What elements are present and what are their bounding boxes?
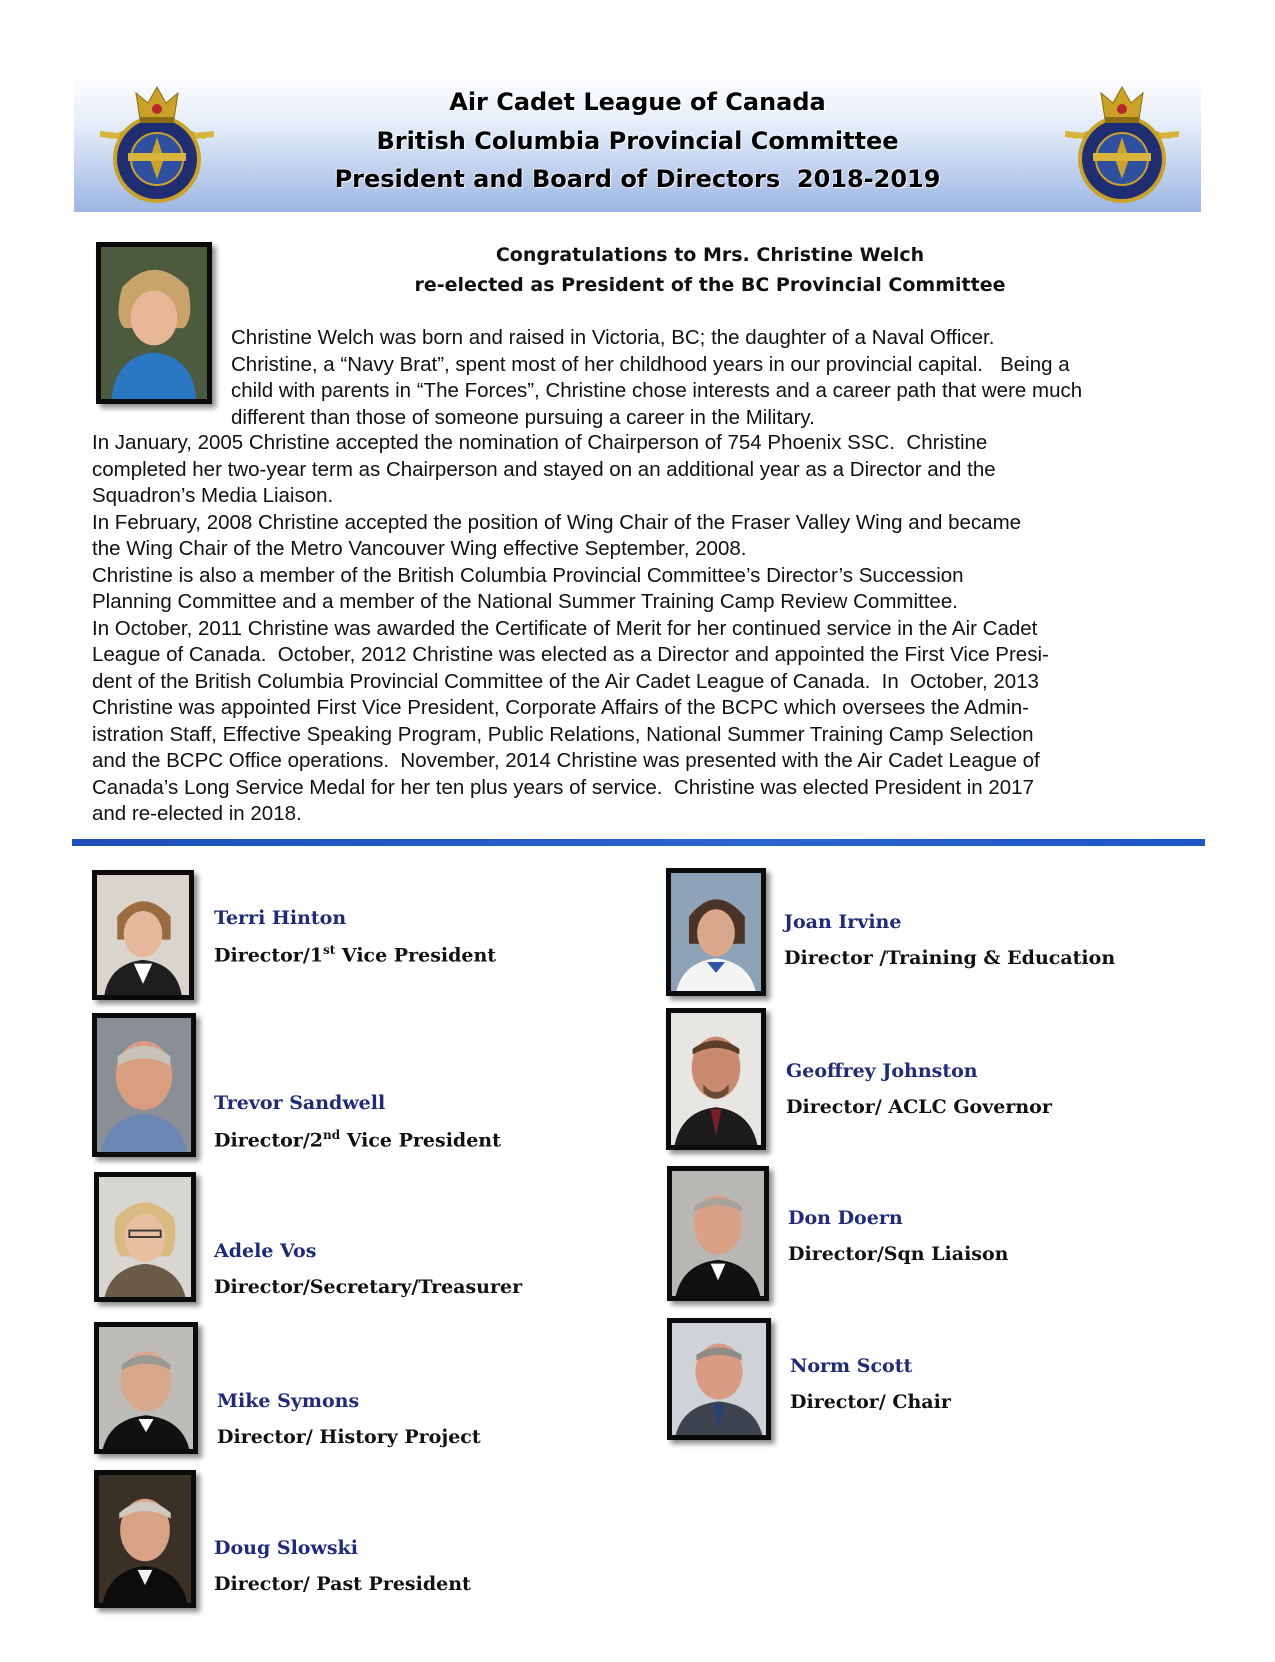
bio-line: completed her two-year term as Chairperson and stayed on an additional year as a Director and the: [92, 457, 996, 481]
bio-line: Planning Committee and a member of the National Summer Training Camp Review Committee.: [92, 590, 958, 613]
member-name: Norm Scott: [790, 1355, 913, 1377]
header-line-1: Air Cadet League of Canada: [449, 88, 826, 116]
role-text: Director /Training & Education: [784, 947, 1116, 969]
member-photo-joan-irvine: [666, 868, 766, 996]
bio-line: the Wing Chair of the Metro Vancouver Wing effective September, 2008.: [92, 537, 747, 560]
bio-line: Christine, a “Navy Brat”, spent most of her childhood years in our provincial capital. Being a: [231, 352, 1070, 376]
member-photo-trevor-sandwell: [92, 1013, 196, 1157]
role-text: Director/Secretary/Treasurer: [214, 1276, 523, 1298]
member-photo-terri-hinton: [92, 870, 194, 1000]
congratulations-heading: [300, 240, 1120, 300]
president-photo: [96, 242, 212, 404]
member-photo-mike-symons: [94, 1322, 198, 1454]
member-name: Joan Irvine: [784, 911, 902, 933]
role-text: Vice President: [335, 944, 497, 967]
role-text: Director/Sqn Liaison: [788, 1243, 1009, 1265]
role-ordinal: st: [322, 943, 336, 957]
member-photo-norm-scott: [667, 1318, 771, 1440]
member-name: Adele Vos: [214, 1240, 317, 1262]
member-name: Don Doern: [788, 1207, 903, 1229]
role-text: Director/ Past President: [214, 1573, 471, 1595]
bio-line: In February, 2008 Christine accepted the position of Wing Chair of the Fraser Valley Wing and became: [92, 510, 1022, 534]
member-photo-adele-vos: [94, 1172, 196, 1302]
member-role: [214, 1128, 501, 1151]
member-role: [784, 947, 1115, 969]
member-photo-don-doern: [667, 1166, 769, 1301]
congrats-line-1: Congratulations to Mrs. Christine Welch: [495, 244, 925, 266]
bio-line: League of Canada. October, 2012 Christine was elected as a Director and appointed the First Vice Presi-: [92, 643, 1049, 666]
member-photo-geoffrey-johnston: [666, 1008, 766, 1150]
bio-line: and re-elected in 2018.: [92, 802, 302, 825]
portrait-icon: [672, 1323, 766, 1435]
portrait-icon: [99, 1327, 193, 1449]
member-photo-doug-slowski: [94, 1470, 196, 1608]
congrats-line-2: re-elected as President of the BC Provincial Committee: [414, 274, 1006, 296]
role-ordinal: nd: [322, 1128, 341, 1142]
member-role: [217, 1426, 481, 1448]
member-name: Terri Hinton: [214, 907, 347, 929]
header-line-3: President and Board of Directors 2018-2019: [334, 165, 941, 193]
member-role: [214, 1573, 471, 1595]
bio-line: and the BCPC Office operations. November, 2014 Christine was presented with the Air Cadet League of: [92, 749, 1040, 772]
member-name: Doug Slowski: [214, 1537, 358, 1559]
bio-line: In January, 2005 Christine accepted the nomination of Chairperson of 754 Phoenix SSC. Christine: [92, 431, 988, 454]
role-text: Director/ History Project: [217, 1426, 481, 1448]
portrait-icon: [99, 1177, 191, 1297]
bio-line: In October, 2011 Christine was awarded the Certificate of Merit for her continued service in the Air Cadet: [92, 616, 1038, 640]
section-divider: [72, 839, 1205, 846]
bio-line: Squadron’s Media Liaison.: [92, 484, 334, 507]
role-text: Director/1: [214, 944, 323, 967]
member-role: [786, 1096, 1052, 1118]
portrait-icon: [672, 1171, 764, 1296]
member-role: [214, 1276, 522, 1298]
bio-line: Christine Welch was born and raised in Victoria, BC; the daughter of a Naval Officer.: [231, 326, 995, 349]
bio-body-paragraph: [92, 430, 1197, 828]
role-text: Director/2: [214, 1129, 323, 1152]
portrait-icon: [671, 873, 761, 991]
bio-line: dent of the British Columbia Provincial Committee of the Air Cadet League of Canada. In October, 2013: [92, 669, 1039, 693]
bio-line: Christine was appointed First Vice President, Corporate Affairs of the BCPC which oversees the Admin-: [92, 696, 1029, 719]
bio-line: child with parents in “The Forces”, Christine chose interests and a career path that were much: [231, 379, 1083, 402]
bio-line: Canada’s Long Service Medal for her ten plus years of service. Christine was elected President in 2017: [92, 775, 1034, 799]
member-name: Trevor Sandwell: [214, 1092, 386, 1114]
member-role: [214, 943, 496, 966]
bio-line: different than those of someone pursuing a career in the Military.: [231, 405, 815, 429]
role-text: Director/ ACLC Governor: [786, 1096, 1052, 1118]
member-role: [788, 1243, 1009, 1265]
bio-line: Christine is also a member of the British Columbia Provincial Committee’s Director’s Succession: [92, 563, 964, 587]
portrait-icon: [97, 875, 189, 995]
header-banner: [74, 75, 1201, 212]
league-crest-icon: [98, 79, 216, 209]
member-name: Geoffrey Johnston: [786, 1060, 978, 1082]
portrait-icon: [99, 1475, 191, 1603]
member-name: Mike Symons: [217, 1390, 360, 1412]
member-role: [790, 1391, 951, 1413]
portrait-icon: [101, 247, 207, 399]
portrait-icon: [671, 1013, 761, 1145]
portrait-icon: [97, 1018, 191, 1152]
role-text: Director/ Chair: [790, 1391, 951, 1413]
header-line-2: British Columbia Provincial Committee: [376, 126, 899, 155]
bio-line: istration Staff, Effective Speaking Program, Public Relations, National Summer Training Camp Selection: [92, 722, 1034, 746]
role-text: Vice President: [340, 1129, 501, 1152]
bio-lead-paragraph: [231, 325, 1196, 431]
league-crest-icon: [1063, 79, 1181, 209]
